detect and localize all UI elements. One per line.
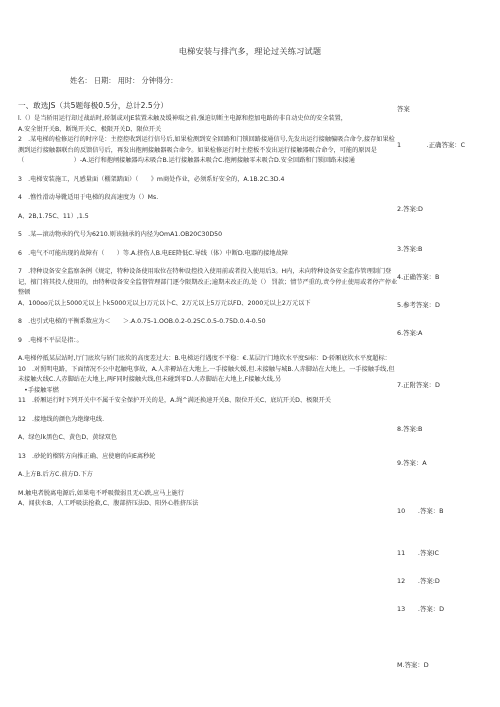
question-text: 10 .对照明电路，下面情况不公中起触电事故，A.人赤褥站在大地上,一手接触火媛,但.未接触与城B.人赤脚站在大地上，一手接触手线,但未接触火线C.人赤脚站在大地上,两F同时接触火线,但未碰到零D.人赤脚站在大地上,F接触火线,另 (18, 365, 395, 383)
answer-item: 10 .答案：B (397, 507, 444, 515)
answer-item: 9.答案：A (397, 459, 427, 467)
question-text: 8 .也引式电梯的平衡系数应为＜ ＞.A.0.75-1.OOB.0.2-0.25C.0.5-0.75D.0.4-0.50 (18, 318, 266, 325)
question-text: l.（）是当轿用运行却过战站时,轿制或对JE装置未触及缓神瑞之前,强迫切断主电源和控加电路的非自动史位的安全装置， (18, 115, 347, 122)
question-text: 9 .电梯不平层是指：。 (18, 336, 83, 344)
answer-item: 1 .正确答案：C (397, 141, 466, 149)
question-text: 6 .电气不可能出现的故障有（ ）等.A.挤伤人B.电EE降低C.导线（体）中断D.电器的接地故障 (18, 249, 288, 257)
answer-item: M.答案：D (397, 661, 429, 669)
question-options: A.上方B.后方C.前方D.下方 (18, 471, 93, 478)
answer-item: 5.参考答案：D (397, 301, 440, 309)
question-options: A、100oo元以上5000元以上卜k5000元以上I万元以卜C、2万元以上5万元以FD、2000元以上2万元以下 (18, 299, 311, 307)
answer-item: 12 .答案:D (397, 577, 440, 585)
question-options: A、绿色lk黑色C、黄色D、黄绿双色 (18, 434, 118, 441)
page-title: 电梯安装与排汽多，理论过关练习试题 (178, 46, 322, 56)
answer-item: 8.答案:B (397, 425, 423, 433)
answer-item: 4.正确答案：B (397, 273, 440, 281)
answer-item: 11 .答案lC (397, 549, 439, 557)
question-column (18, 100, 398, 510)
question-options: A、闻获水B、人工呼吸法抢救,C、腹部挤压法D、阳外心胜挤压法 (18, 500, 199, 507)
question-text: 7 .特种设备安全监察条例《规定，特种设备使用取位在特种设控投入使用前或者投入使用后3。H内，未向特种设备安全监作管理制门登记，擅门将其投人使用的，由特种设备安全监督管理部门逐令限期改正;逾期未改正的,处（） 罚款；情节严重的,责令停止使用或者停产停业整顿 (18, 268, 398, 296)
question-text: 2 .某电梯的检修运行的时序是：主控控收到运行信号后,如果检测到安全回路和门锁回路接通信号,先发出运行接触骗吸合命令,接存如果检测到运行接触器联台的反馈信号后，再发出抱闸接触器吸合命令。如果检修运行时主控板不发出运行接触器吸合命令，可能的原因是（ ）-A.运行和抱闸接触器均未吸合B.运行接触器未吸合C.抱闸接触零未吸合D.安全回路和门锁回路未接通 (18, 136, 395, 164)
question-options: A.电梯停抵某层站时,厅门底坎与轿门底坎的高度差过大：B.电梯运行遇度不平稳：€.某层厅门地坎水平度Si标：D·轿厢底坎水平度超标： (18, 355, 391, 362)
answer-header: 答案 (397, 105, 410, 113)
answer-item: 2.答案:D (397, 205, 423, 213)
section-heading: 一、敢选JS（共5题每极0.5分，总计2.5分） (18, 101, 168, 110)
exam-info-line: 姓名： 日期： 用时： 分钟得分： (70, 76, 178, 85)
question-text: M.触电者脱离电源后,如果电不呼吸微弱且无心跌,应马上施行 (18, 489, 184, 497)
question-text: 3 .电梯安装施工，凡感量面（棚架踏面）（ 》m商处作业，必须系好安全的，A.1B.2C.3D.4 (18, 175, 285, 183)
question-text: 5 .某—滚动物承的代号为6210.则该轴承的内径为OmA1.OB20C30D50 (18, 231, 223, 238)
question-text: 11 .轿厢运行时下列开关中不属千安全保护开关的是，A.绳^满还换速开关B、限位开关C、底坑开关D、极限开关 (18, 397, 331, 404)
answer-item: 7.正附答案：D (397, 381, 440, 389)
question-text: 12 .接地线的颜色为绝缘电线. (18, 415, 105, 423)
answer-item: 13 .答案：D (397, 605, 445, 613)
question-options: A、2B,1.75C、11）,1.5 (18, 212, 89, 220)
question-text: 13 .砂轮的榴转方向推正确、应使磨的向E离秒轮 (18, 452, 156, 460)
answer-item: 3.答案:B (397, 245, 423, 253)
question-options: A.安全钳开关B、断绳开关C、极限开关D、限位开关 (18, 125, 162, 133)
answer-item: 6.答案:A (397, 329, 423, 337)
question-text: •手接触零燃 (18, 386, 59, 394)
question-text: 4 .憔性滑动导靴适用于电梯的段高速度为（）Ms. (18, 194, 159, 201)
